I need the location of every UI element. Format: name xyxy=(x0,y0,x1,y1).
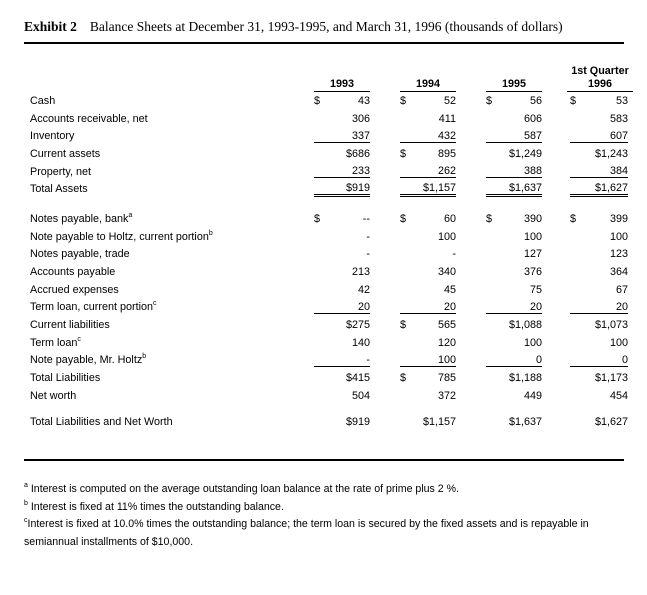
table-row xyxy=(30,180,628,198)
cell-1993: $ -- xyxy=(314,212,370,225)
title-rule xyxy=(24,42,624,44)
cell-q1-1996: $1,173 xyxy=(594,372,628,385)
row-label-notes-payable-trade: Notes payable, trade xyxy=(30,248,130,261)
cell-1993: - xyxy=(366,230,370,243)
cell-1994: - xyxy=(452,248,456,261)
footnote-marker: b xyxy=(208,229,213,237)
cell-q1-1996: 607 xyxy=(542,127,628,145)
row-label-term-loan: Term loan$^c$ xyxy=(30,335,81,349)
cell-q1-1996: $1,243 xyxy=(594,147,628,160)
cell-1994: 100 xyxy=(370,352,456,370)
cell-1994: 432 xyxy=(370,127,456,145)
row-label-accounts-receivable-net: Accounts receivable, net xyxy=(30,112,148,125)
cell-q1-1996: 100 xyxy=(609,230,628,243)
footnotes xyxy=(24,481,628,551)
cell-1995: $ 56 xyxy=(486,94,542,107)
table-row xyxy=(30,127,628,145)
row-label-property-net: Property, net xyxy=(30,165,92,178)
col-header-1995: 1995 xyxy=(456,59,542,92)
cell-1995: $1,188 xyxy=(508,372,542,385)
cell-1994: 120 xyxy=(437,336,456,349)
table-row xyxy=(30,299,628,317)
cell-1995: $ 390 xyxy=(486,212,542,225)
cell-1994: 262 xyxy=(370,163,456,181)
row-label-note-payable-mr-holtz: Note payable, Mr. Holtz$^b$ xyxy=(30,353,147,367)
cell-q1-1996: $1,627 xyxy=(542,180,628,198)
cell-1995: 606 xyxy=(523,112,542,125)
row-label-accrued-expenses: Accrued expenses xyxy=(30,283,119,296)
cell-1993: 306 xyxy=(351,112,370,125)
table-row xyxy=(30,263,628,281)
row-label-accounts-payable: Accounts payable xyxy=(30,266,116,279)
cell-1993: 213 xyxy=(351,266,370,279)
footnote-c: $^c$Interest is fixed at 10.0% times the outstanding balance; the term loan is secured by the fixed assets and is repayable in semiannual installments of $10,000. xyxy=(24,517,589,548)
row-spacer xyxy=(30,405,628,413)
cell-1993: 233 xyxy=(284,163,370,181)
cell-1995: 75 xyxy=(529,283,542,296)
cell-1993: 140 xyxy=(351,336,370,349)
row-label-current-liabilities: Current liabilities xyxy=(30,319,110,332)
cell-q1-1996: 123 xyxy=(609,248,628,261)
row-label-term-loan-current-portion: Term loan, current portion$^c$ xyxy=(30,300,157,314)
cell-1994: 100 xyxy=(437,230,456,243)
cell-q1-1996: 100 xyxy=(609,336,628,349)
cell-1995: 449 xyxy=(523,389,542,402)
cell-q1-1996: $1,073 xyxy=(594,319,628,332)
balance-sheet-table xyxy=(30,59,628,430)
cell-1994: 411 xyxy=(438,112,456,125)
cell-q1-1996: 20 xyxy=(542,299,628,317)
cell-1994: $1,157 xyxy=(422,415,456,428)
exhibit-caption: Balance Sheets at December 31, 1993-1995, and March 31, 1996 (thousands of dollars) xyxy=(89,19,563,34)
cell-1995: $1,637 xyxy=(456,180,542,198)
cell-q1-1996: 0 xyxy=(542,352,628,370)
cell-q1-1996: 583 xyxy=(609,112,628,125)
section-spacer xyxy=(30,198,628,210)
cell-1995: 587 xyxy=(456,127,542,145)
col-header-q1-1996: 1st Quarter 1996 xyxy=(542,59,628,92)
table-row xyxy=(30,246,628,264)
cell-1993: - xyxy=(284,352,370,370)
cell-1993: $415 xyxy=(345,372,370,385)
cell-q1-1996: 384 xyxy=(542,163,628,181)
row-label-note-payable-to-holtz-current-portion: Note payable to Holtz, current portion$^b$ xyxy=(30,229,213,243)
table-row xyxy=(30,210,628,228)
table-row xyxy=(30,413,628,431)
cell-q1-1996: $1,627 xyxy=(594,415,628,428)
row-label-inventory: Inventory xyxy=(30,130,75,143)
table-row xyxy=(30,228,628,246)
table-row xyxy=(30,110,628,128)
col-header-1993: 1993 xyxy=(284,59,370,92)
cell-1995: $1,637 xyxy=(508,415,542,428)
table-bottom-rule xyxy=(24,459,624,461)
cell-1995: 376 xyxy=(523,266,542,279)
cell-1994: 45 xyxy=(443,283,456,296)
row-label-notes-payable-bank: Notes payable, bank$^a$ xyxy=(30,211,133,225)
row-label-total-liabilities: Total Liabilities xyxy=(30,372,101,385)
cell-q1-1996: $ 399 xyxy=(570,212,628,225)
table-row xyxy=(30,387,628,405)
table-row xyxy=(30,334,628,352)
footnote-marker: a xyxy=(128,211,133,219)
cell-1994: $ 60 xyxy=(400,212,456,225)
cell-1995: 0 xyxy=(456,352,542,370)
cell-1995: $1,088 xyxy=(508,319,542,332)
cell-1994: $ 785 xyxy=(400,372,456,385)
cell-1995: $1,249 xyxy=(508,147,542,160)
row-label-net-worth: Net worth xyxy=(30,389,77,402)
table-row xyxy=(30,92,628,110)
row-label-total-liabilities-and-net-worth: Total Liabilities and Net Worth xyxy=(30,415,173,428)
footnote-marker: c xyxy=(77,335,81,343)
cell-1994: $1,157 xyxy=(370,180,456,198)
table-row xyxy=(30,145,628,163)
cell-1994: $ 52 xyxy=(400,94,456,107)
cell-1993: $686 xyxy=(345,147,370,160)
col-header-1994: 1994 xyxy=(370,59,456,92)
cell-1995: 388 xyxy=(456,163,542,181)
row-label-total-assets: Total Assets xyxy=(30,183,88,196)
cell-1994: 340 xyxy=(437,266,456,279)
cell-1993: 337 xyxy=(284,127,370,145)
cell-1995: 100 xyxy=(523,230,542,243)
cell-1993: 20 xyxy=(284,299,370,317)
cell-1995: 100 xyxy=(523,336,542,349)
table-row xyxy=(30,352,628,370)
cell-1993: - xyxy=(366,248,370,261)
cell-1993: $275 xyxy=(345,319,370,332)
table-row xyxy=(30,369,628,387)
cell-1995: 127 xyxy=(523,248,542,261)
label-column-header xyxy=(30,59,284,92)
cell-1994: $ 895 xyxy=(400,147,456,160)
exhibit-number: Exhibit 2 xyxy=(24,19,77,34)
row-label-cash: Cash xyxy=(30,94,56,107)
footnote-a: $^a$ Interest is computed on the average outstanding loan balance at the rate of prime plus 2 %. xyxy=(24,482,459,495)
table-row xyxy=(30,316,628,334)
cell-1993: 504 xyxy=(351,389,370,402)
footnote-marker: b xyxy=(142,353,147,361)
cell-1993: $ 43 xyxy=(314,94,370,107)
cell-1993: 42 xyxy=(357,283,370,296)
cell-1994: 20 xyxy=(370,299,456,317)
table-row xyxy=(30,163,628,181)
cell-q1-1996: 364 xyxy=(609,266,628,279)
table-row xyxy=(30,281,628,299)
cell-1993: $919 xyxy=(284,180,370,198)
cell-1995: 20 xyxy=(456,299,542,317)
cell-q1-1996: $ 53 xyxy=(570,94,628,107)
exhibit-title xyxy=(24,19,563,35)
row-label-current-assets: Current assets xyxy=(30,147,101,160)
cell-1993: $919 xyxy=(345,415,370,428)
cell-q1-1996: 67 xyxy=(615,283,628,296)
cell-1994: 372 xyxy=(437,389,456,402)
footnote-b: $^b$ Interest is fixed at 11% times the outstanding balance. xyxy=(24,499,284,513)
cell-q1-1996: 454 xyxy=(609,389,628,402)
cell-1994: $ 565 xyxy=(400,319,456,332)
footnote-marker: c xyxy=(153,300,157,308)
